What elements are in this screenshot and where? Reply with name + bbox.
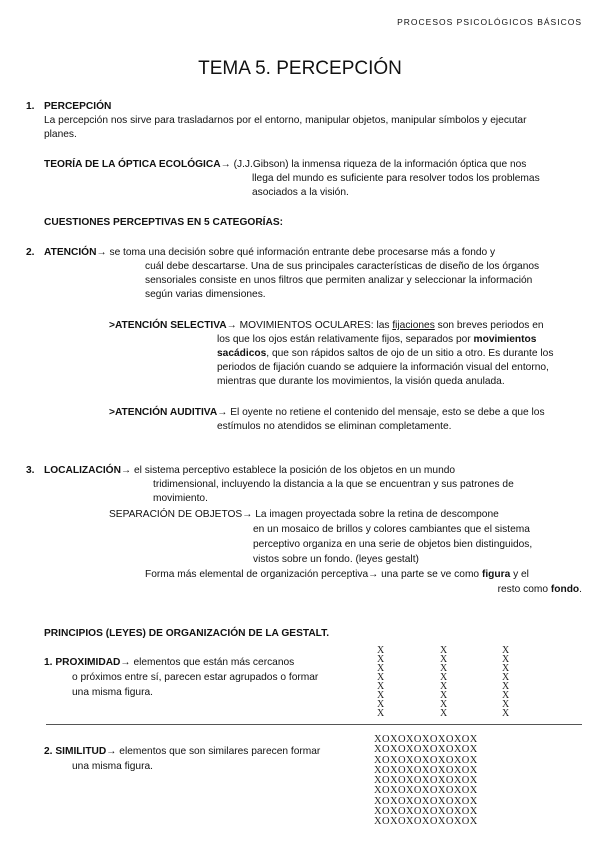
atencion-auditiva-label: >ATENCIÓN AUDITIVA [109, 407, 218, 418]
localizacion-text-line: movimiento. [153, 493, 208, 504]
separacion-label: SEPARACIÓN DE OBJETOS [109, 509, 243, 520]
separacion-text-line: perceptivo organiza en una serie de objetos bien distinguidos, [253, 539, 533, 550]
proximity-x: X [377, 672, 385, 683]
separacion-line [109, 508, 499, 522]
proximity-column [440, 646, 447, 718]
resto-text: . [579, 584, 582, 595]
similitud-text: → elementos que son similares parecen formar [106, 746, 321, 757]
auditiva-text-line: estímulos no atendidos se eliminan completamente. [217, 421, 452, 432]
similarity-row: XOXOXOXOXOXOX [374, 816, 478, 828]
proximity-column [377, 646, 384, 718]
proximity-x: X [377, 690, 385, 701]
proximity-x: X [502, 672, 510, 683]
proximity-x: X [440, 708, 448, 719]
proximity-x: X [502, 699, 510, 710]
proximity-x: X [377, 681, 385, 692]
proximidad-label: 1. PROXIMIDAD [44, 657, 121, 668]
similarity-row: XOXOXOXOXOXOX [374, 775, 478, 787]
proximity-x: X [440, 690, 448, 701]
cuestiones-heading: CUESTIONES PERCEPTIVAS EN 5 CATEGORÍAS: [44, 217, 284, 228]
selectiva-text: → MOVIMIENTOS OCULARES: las [226, 320, 393, 331]
proximidad-text: → elementos que están más cercanos [120, 657, 295, 668]
proximity-x: X [440, 663, 448, 674]
selectiva-text: , que son rápidos saltos de ojo de un sitio a otro. Es durante los [266, 348, 554, 359]
page-title: TEMA 5. PERCEPCIÓN [198, 58, 402, 79]
similitud-line [44, 745, 320, 759]
proximidad-text-line: una misma figura. [72, 687, 153, 698]
teoria-text-line: asociados a la visión. [252, 187, 349, 198]
selectiva-text-line: mientras que durante los movimientos, la visión queda anulada. [217, 376, 505, 387]
teoria-label: TEORÍA DE LA ÓPTICA ECOLÓGICA [44, 159, 221, 170]
proximity-x: X [502, 645, 510, 656]
teoria-text: → (J.J.Gibson) la inmensa riqueza de la información óptica que nos [220, 159, 527, 170]
teoria-line [44, 158, 526, 172]
selectiva-text-line [217, 347, 553, 361]
section-1-heading: PERCEPCIÓN [44, 101, 112, 112]
similitud-text-line: una misma figura. [72, 761, 153, 772]
auditiva-text: → El oyente no retiene el contenido del mensaje, esto se debe a que los [217, 407, 545, 418]
separacion-text-line: en un mosaico de brillos y colores cambiantes que el sistema [253, 524, 530, 535]
proximity-x: X [440, 645, 448, 656]
movimientos-term: movimientos [473, 334, 537, 345]
similarity-row: XOXOXOXOXOXOX [374, 744, 478, 756]
gestalt-heading: PRINCIPIOS (LEYES) DE ORGANIZACIÓN DE LA GESTALT. [44, 628, 330, 639]
atencion-text: → se toma una decisión sobre qué información entrante debe procesarse más a fondo y [96, 247, 496, 258]
proximity-x: X [377, 645, 385, 656]
separacion-text-line: vistos sobre un fondo. (leyes gestalt) [253, 554, 419, 565]
proximity-x: X [377, 654, 385, 665]
section-2-heading: ATENCIÓN [44, 247, 97, 258]
running-header: PROCESOS PSICOLÓGICOS BÁSICOS [397, 17, 582, 27]
figura-term: figura [481, 569, 511, 580]
resto-text: resto como [497, 584, 551, 595]
forma-text: y el [510, 569, 529, 580]
similarity-row: XOXOXOXOXOXOX [374, 734, 478, 745]
atencion-text-line: sensoriales consiste en unos filtros que permiten analizar y seleccionar la información [145, 275, 533, 286]
similarity-row: XOXOXOXOXOXOX [374, 785, 478, 797]
divider-line [46, 724, 582, 725]
proximity-x: X [502, 663, 510, 674]
section-1-text-line: planes. [44, 129, 77, 140]
selectiva-text-line: periodos de fijación cuando se adquiere la información visual del entorno, [217, 362, 549, 373]
section-3-number: 3. [26, 465, 35, 476]
localizacion-text: → el sistema perceptivo establece la posición de los objetos en un mundo [120, 465, 456, 476]
similarity-row: XOXOXOXOXOXOX [374, 764, 478, 776]
sacadicos-term: sacádicos [217, 348, 267, 359]
proximidad-text-line: o próximos entre sí, parecen estar agrupados o formar [72, 672, 319, 683]
proximity-x: X [440, 672, 448, 683]
proximity-x: X [377, 663, 385, 674]
selectiva-text: los que los ojos están relativamente fijos, separados por [217, 334, 474, 345]
similitud-label: 2. SIMILITUD [44, 746, 107, 757]
fondo-term: fondo [550, 584, 580, 595]
atencion-text-line: según varias dimensiones. [145, 289, 266, 300]
proximity-x: X [377, 699, 385, 710]
atencion-selectiva-label: >ATENCIÓN SELECTIVA [109, 320, 227, 331]
similarity-row: XOXOXOXOXOXOX [374, 795, 478, 807]
teoria-text-line: llega del mundo es suficiente para resolver todos los problemas [252, 173, 540, 184]
proximity-x: X [502, 654, 510, 665]
forma-line [145, 568, 529, 582]
proximity-x: X [502, 690, 510, 701]
atencion-auditiva-line [109, 406, 545, 420]
section-1-number: 1. [26, 101, 35, 112]
proximidad-line [44, 656, 294, 670]
atencion-text-line: cuál debe descartarse. Una de sus principales características de diseño de los órganos [145, 261, 540, 272]
proximity-x: X [440, 654, 448, 665]
proximity-x: X [440, 681, 448, 692]
section-2-number: 2. [26, 247, 35, 258]
separacion-text: → La imagen proyectada sobre la retina de descompone [242, 509, 499, 520]
proximity-x: X [377, 708, 385, 719]
similarity-row: XOXOXOXOXOXOX [374, 754, 478, 766]
selectiva-text-line [217, 333, 536, 347]
proximity-column [502, 646, 509, 718]
section-1-text-line: La percepción nos sirve para trasladarnos por el entorno, manipular objetos, manipular símbolos y ejecutar [44, 115, 527, 126]
proximity-x: X [440, 699, 448, 710]
selectiva-text: son breves periodos en [434, 320, 544, 331]
fijaciones-term: fijaciones [392, 320, 435, 331]
proximity-x: X [502, 708, 510, 719]
localizacion-line [44, 464, 455, 478]
resto-line [498, 583, 582, 597]
section-3-heading: LOCALIZACIÓN [44, 465, 121, 476]
forma-text: Forma más elemental de organización perceptiva→ una parte se ve como [145, 569, 482, 580]
similarity-pattern [374, 735, 478, 828]
atencion-selectiva-line [109, 319, 544, 333]
localizacion-text-line: tridimensional, incluyendo la distancia a la que se encuentran y sus patrones de [153, 479, 514, 490]
proximity-x: X [502, 681, 510, 692]
similarity-row: XOXOXOXOXOXOX [374, 806, 478, 818]
atencion-line [44, 246, 495, 260]
